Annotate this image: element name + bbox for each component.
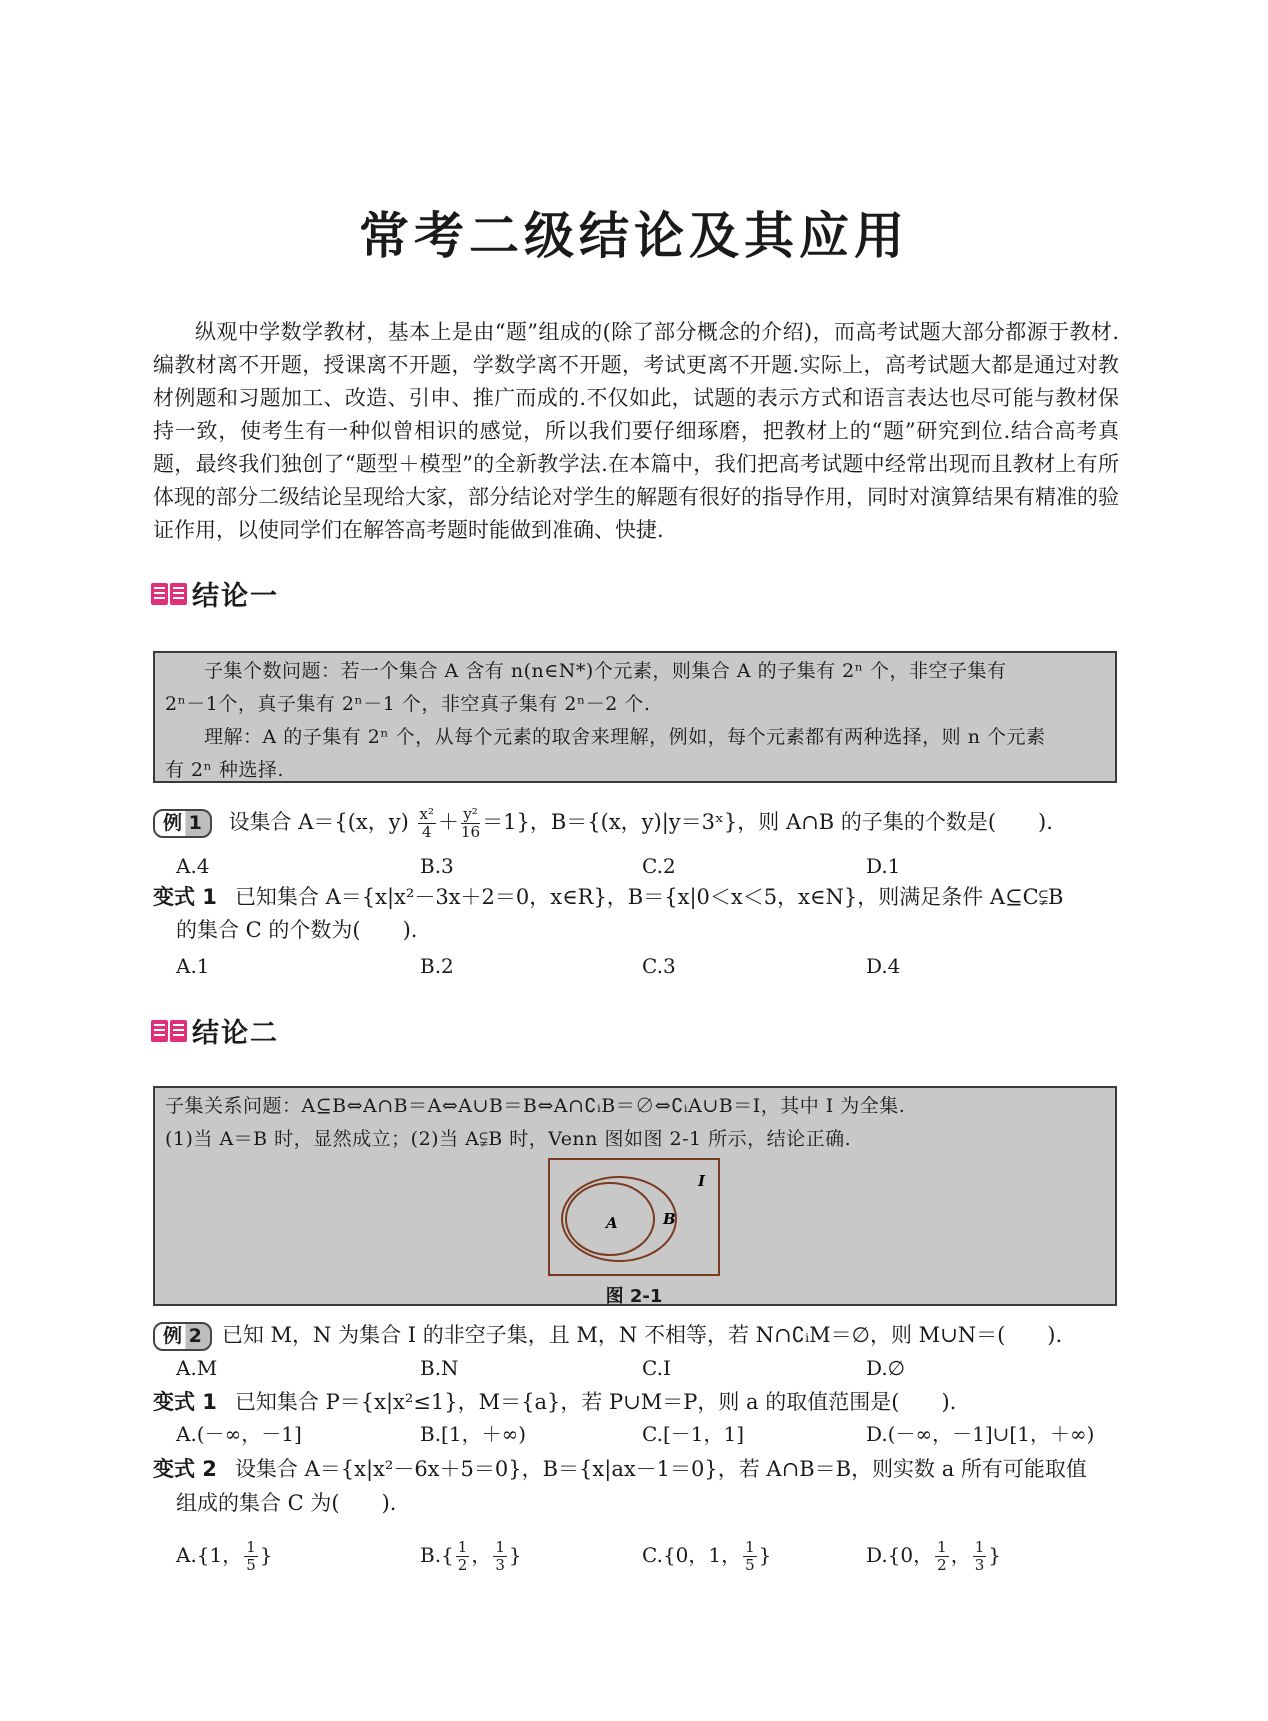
frac-num: y² (461, 806, 480, 824)
example-2-text: 已知 M，N 为集合 I 的非空子集，且 M，N 不相等，若 N∩∁ᵢM＝∅，则 M∪N＝( ). (221, 1323, 1063, 1347)
option[interactable]: B.3 (420, 854, 454, 878)
venn-set-b (562, 1177, 676, 1261)
box2-line: 子集关系问题：A⊆B⇔A∩B＝A⇔A∪B＝B⇔A∩∁ᵢB＝∅⇔∁ᵢA∪B＝I，其中 I 为全集. (165, 1095, 906, 1117)
frac-den: 3 (495, 1556, 505, 1574)
fraction (973, 1539, 987, 1574)
option-pre: A.{1， (176, 1543, 243, 1567)
variant-text: 已知集合 P＝{x|x²≤1}，M＝{a}，若 P∪M＝P，则 a 的取值范围是( ). (234, 1390, 957, 1414)
box2-line: (1)当 A＝B 时，显然成立；(2)当 A⫋B 时，Venn 图如图 2-1 所示，结论正确. (165, 1128, 852, 1150)
variant-label: 变式 1 (153, 885, 217, 909)
example-1-plus: ＋ (438, 810, 460, 834)
variant-1-options (176, 951, 1116, 981)
intro-text: 纵观中学数学教材，基本上是由“题”组成的(除了部分概念的介绍)，而高考试题大部分都源于教材.编教材离不开题，授课离不开题，学数学离不开题，考试更离不开题.实际上，高考试题大都是通过对教材例题和习题加工、改造、引申、推广而成的.不仅如此，试题的表示方式和语言表达也尽可能与教材保持一致，使考生有一种似曾相识的感觉，所以我们要仔细琢磨，把教材上的“题”研究到位.结合高考真题，最终我们独创了“题型＋模型”的全新教学法.在本篇中，我们把高考试题中经常出现而且教材上有所体现的部分二级结论呈现给大家，部分结论对学生的解题有很好的指导作用，同时对演算结果有精准的验证作用，以使同学们在解答高考题时能做到准确、快捷. (153, 320, 1119, 542)
box1-line: 2ⁿ－1个，真子集有 2ⁿ－1 个，非空真子集有 2ⁿ－2 个. (165, 693, 651, 715)
option[interactable]: C.[－1，1] (642, 1422, 745, 1446)
venn-diagram (548, 1158, 720, 1276)
variant-1-line1 (153, 881, 1119, 913)
book-icon (150, 1017, 188, 1045)
example-1-prefix: 设集合 A＝ (228, 810, 335, 834)
option[interactable]: B.[1，＋∞) (420, 1422, 527, 1446)
frac-den: 5 (745, 1556, 755, 1574)
option[interactable]: A.4 (176, 854, 210, 878)
option-post: } (508, 1543, 522, 1567)
page-title: 常考二级结论及其应用 (359, 206, 909, 265)
example-1-badge: 例 1 (153, 809, 212, 838)
venn-label-b: B (663, 1210, 676, 1228)
venn-label-a: A (606, 1214, 618, 1232)
variant-2-2-line2: 组成的集合 C 为( ). (176, 1491, 397, 1515)
frac-num: 1 (495, 1538, 505, 1556)
fraction (935, 1539, 949, 1574)
conclusion-box-1 (153, 651, 1117, 783)
option-mid: ， (471, 1543, 492, 1567)
option[interactable]: D.∅ (866, 1356, 906, 1380)
frac-num: 1 (246, 1538, 256, 1556)
option[interactable] (420, 1530, 522, 1580)
box1-line: 有 2ⁿ 种选择. (165, 759, 284, 781)
section-heading-1 (150, 574, 279, 613)
frac-num: 1 (457, 1538, 468, 1556)
frac-den: 4 (422, 823, 432, 841)
option[interactable]: A.1 (176, 954, 210, 978)
option[interactable] (642, 1530, 771, 1580)
box1-line: 子集个数问题：若一个集合 A 含有 n(n∈N*)个元素，则集合 A 的子集有 2ⁿ 个，非空子集有 (165, 660, 1007, 682)
section-heading-2-text: 结论二 (192, 1018, 279, 1049)
fraction (244, 1539, 258, 1574)
frac-num: 1 (937, 1538, 947, 1556)
fraction (418, 806, 436, 841)
option[interactable]: C.2 (642, 854, 676, 878)
option[interactable]: A.(－∞，－1] (176, 1422, 302, 1446)
frac-den: 3 (974, 1556, 985, 1574)
frac-num: x² (419, 805, 435, 823)
option-pre: B.{ (420, 1543, 454, 1567)
figure-caption: 图 2-1 (605, 1286, 663, 1307)
frac-num: 1 (745, 1538, 755, 1556)
option[interactable]: C.I (642, 1356, 671, 1380)
section-heading-1-text: 结论一 (192, 581, 279, 612)
variant-2-1-line (153, 1386, 1119, 1418)
option[interactable]: C.3 (642, 954, 676, 978)
option-pre: D.{0， (866, 1543, 934, 1567)
variant-label: 变式 1 (153, 1390, 217, 1414)
variant-label: 变式 2 (153, 1457, 217, 1481)
option[interactable]: B.2 (420, 954, 454, 978)
option[interactable]: A.M (176, 1356, 218, 1380)
option[interactable] (176, 1530, 273, 1580)
variant-2-2-options (176, 1530, 1116, 1580)
option[interactable]: B.N (420, 1356, 459, 1380)
example-2 (153, 1318, 1119, 1352)
frac-den: 2 (457, 1556, 468, 1574)
intro-paragraph (153, 316, 1119, 547)
example-1-set-open: {(x，y) (334, 810, 409, 834)
option-mid: ， (950, 1543, 971, 1567)
variant-2-1-options (176, 1419, 1116, 1449)
frac-num: 1 (974, 1538, 985, 1556)
variant-text: 设集合 A＝{x|x²－6x＋5＝0}，B＝{x|ax－1＝0}，若 A∩B＝B，则实数 a 所有可能取值 (234, 1457, 1087, 1481)
option-pre: C.{0，1， (642, 1543, 742, 1567)
fraction (456, 1539, 470, 1574)
venn-label-i: I (698, 1172, 706, 1190)
example-2-options (176, 1353, 1116, 1383)
option-post: } (988, 1543, 1001, 1567)
fraction (743, 1539, 757, 1574)
section-heading-2 (150, 1011, 279, 1050)
fraction (493, 1539, 507, 1574)
variant-2-2-line1 (153, 1453, 1119, 1485)
book-icon (150, 580, 188, 608)
venn-universe-rect (549, 1159, 719, 1275)
example-1-suffix: ，B＝{(x，y)|y＝3ˣ}，则 A∩B 的子集的个数是( ). (529, 810, 1053, 834)
fraction (461, 806, 480, 841)
example-1-options (176, 851, 1116, 881)
option-post: } (259, 1543, 273, 1567)
option[interactable] (866, 1530, 1001, 1580)
example-1 (153, 800, 1119, 844)
box1-line: 理解：A 的子集有 2ⁿ 个，从每个元素的取舍来理解，例如，每个元素都有两种选择，则 n 个元素 (165, 726, 1046, 748)
option[interactable]: D.1 (866, 854, 901, 878)
example-1-set-close: ＝1} (482, 810, 530, 834)
option[interactable]: D.(－∞，－1]∪[1，＋∞) (866, 1422, 1095, 1446)
frac-den: 16 (461, 823, 481, 841)
variant-1-line2: 的集合 C 的个数为( ). (176, 918, 418, 942)
option-post: } (758, 1543, 772, 1567)
option[interactable]: D.4 (866, 954, 901, 978)
frac-den: 5 (246, 1556, 256, 1574)
frac-den: 2 (937, 1556, 947, 1574)
example-2-badge: 例 2 (153, 1322, 212, 1351)
variant-text: 已知集合 A＝{x|x²－3x＋2＝0，x∈R}，B＝{x|0＜x＜5，x∈N}，则满足条件 A⊆C⫋B (234, 885, 1064, 909)
